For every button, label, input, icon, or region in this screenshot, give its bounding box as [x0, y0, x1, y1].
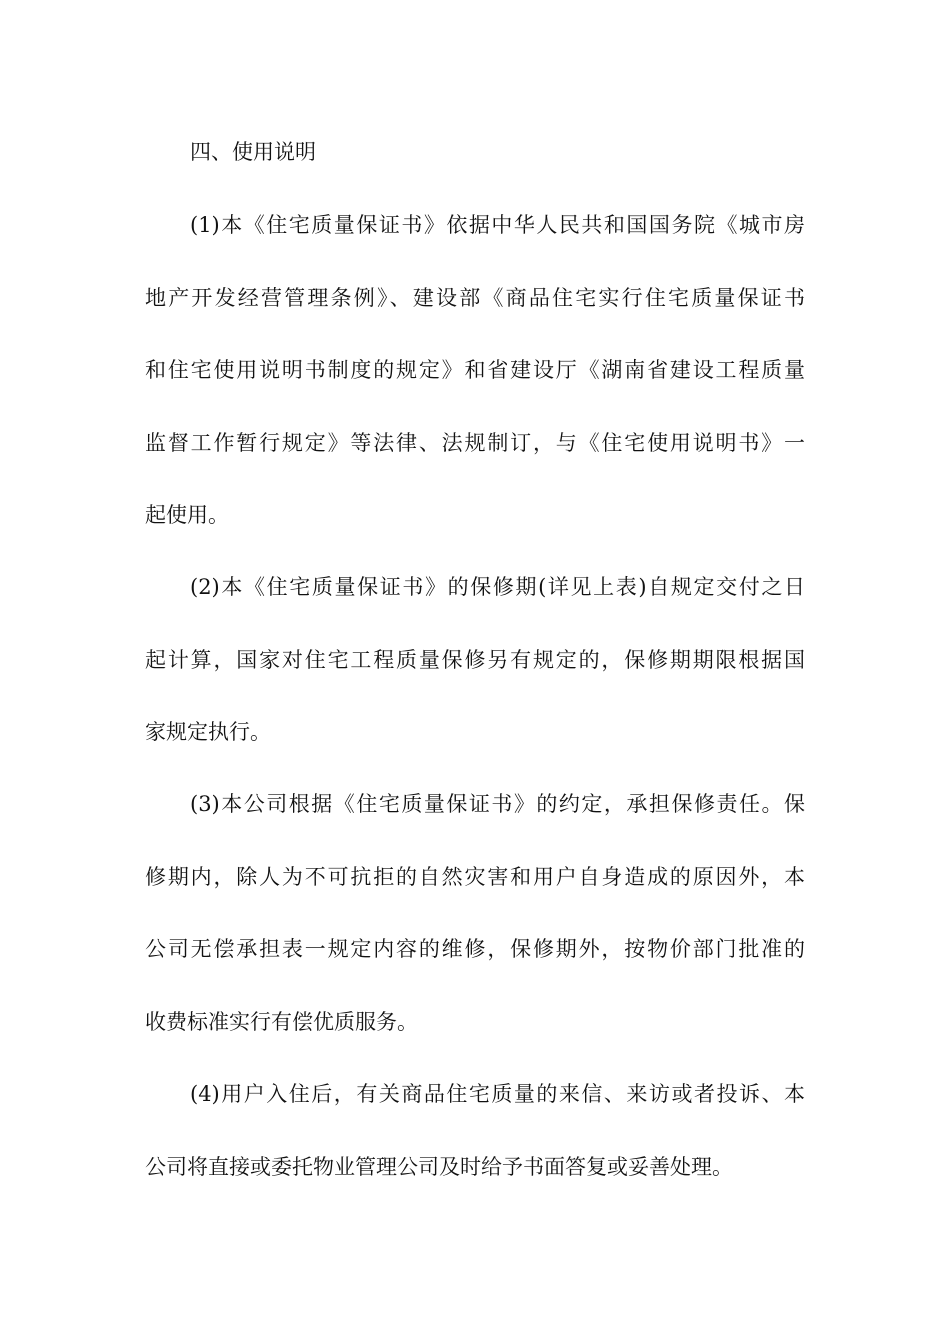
- paragraph-line: 公司无偿承担表一规定内容的维修，保修期外，按物价部门批准的: [145, 937, 805, 961]
- paragraph-line: 起计算，国家对住宅工程质量保修另有规定的，保修期期限根据国: [145, 647, 805, 672]
- paragraph-line: (2)本《住宅质量保证书》的保修期(详见上表)自规定交付之日: [190, 575, 805, 599]
- paragraph-2: [145, 551, 805, 769]
- paragraph-line: (4)用户入住后，有关商品住宅质量的来信、来访或者投诉、本: [190, 1082, 805, 1106]
- section-heading: 四、使用说明: [190, 140, 316, 164]
- paragraph-line: 收费标准实行有偿优质服务。: [145, 1009, 418, 1034]
- paragraph-line: 家规定执行。: [145, 720, 271, 744]
- paragraph-line: 地产开发经营管理条例》、建设部《商品住宅实行住宅质量保证书: [145, 285, 805, 310]
- paragraph-line: 和住宅使用说明书制度的规定》和省建设厅《湖南省建设工程质量: [145, 358, 805, 382]
- paragraph-line: (3)本公司根据《住宅质量保证书》的约定，承担保修责任。保: [190, 792, 805, 816]
- paragraph-3: [145, 768, 805, 1058]
- paragraph-line: 监督工作暂行规定》等法律、法规制订，与《住宅使用说明书》一: [145, 430, 805, 455]
- paragraph-line: 公司将直接或委托物业管理公司及时给予书面答复或妥善处理。: [145, 1154, 733, 1179]
- paragraph-line: 修期内，除人为不可抗拒的自然灾害和用户自身造成的原因外，本: [145, 864, 805, 889]
- paragraph-4: [145, 1058, 805, 1203]
- paragraph-line: (1)本《住宅质量保证书》依据中华人民共和国国务院《城市房: [190, 213, 805, 237]
- paragraph-1: [145, 189, 805, 552]
- paragraph-line: 起使用。: [145, 503, 229, 527]
